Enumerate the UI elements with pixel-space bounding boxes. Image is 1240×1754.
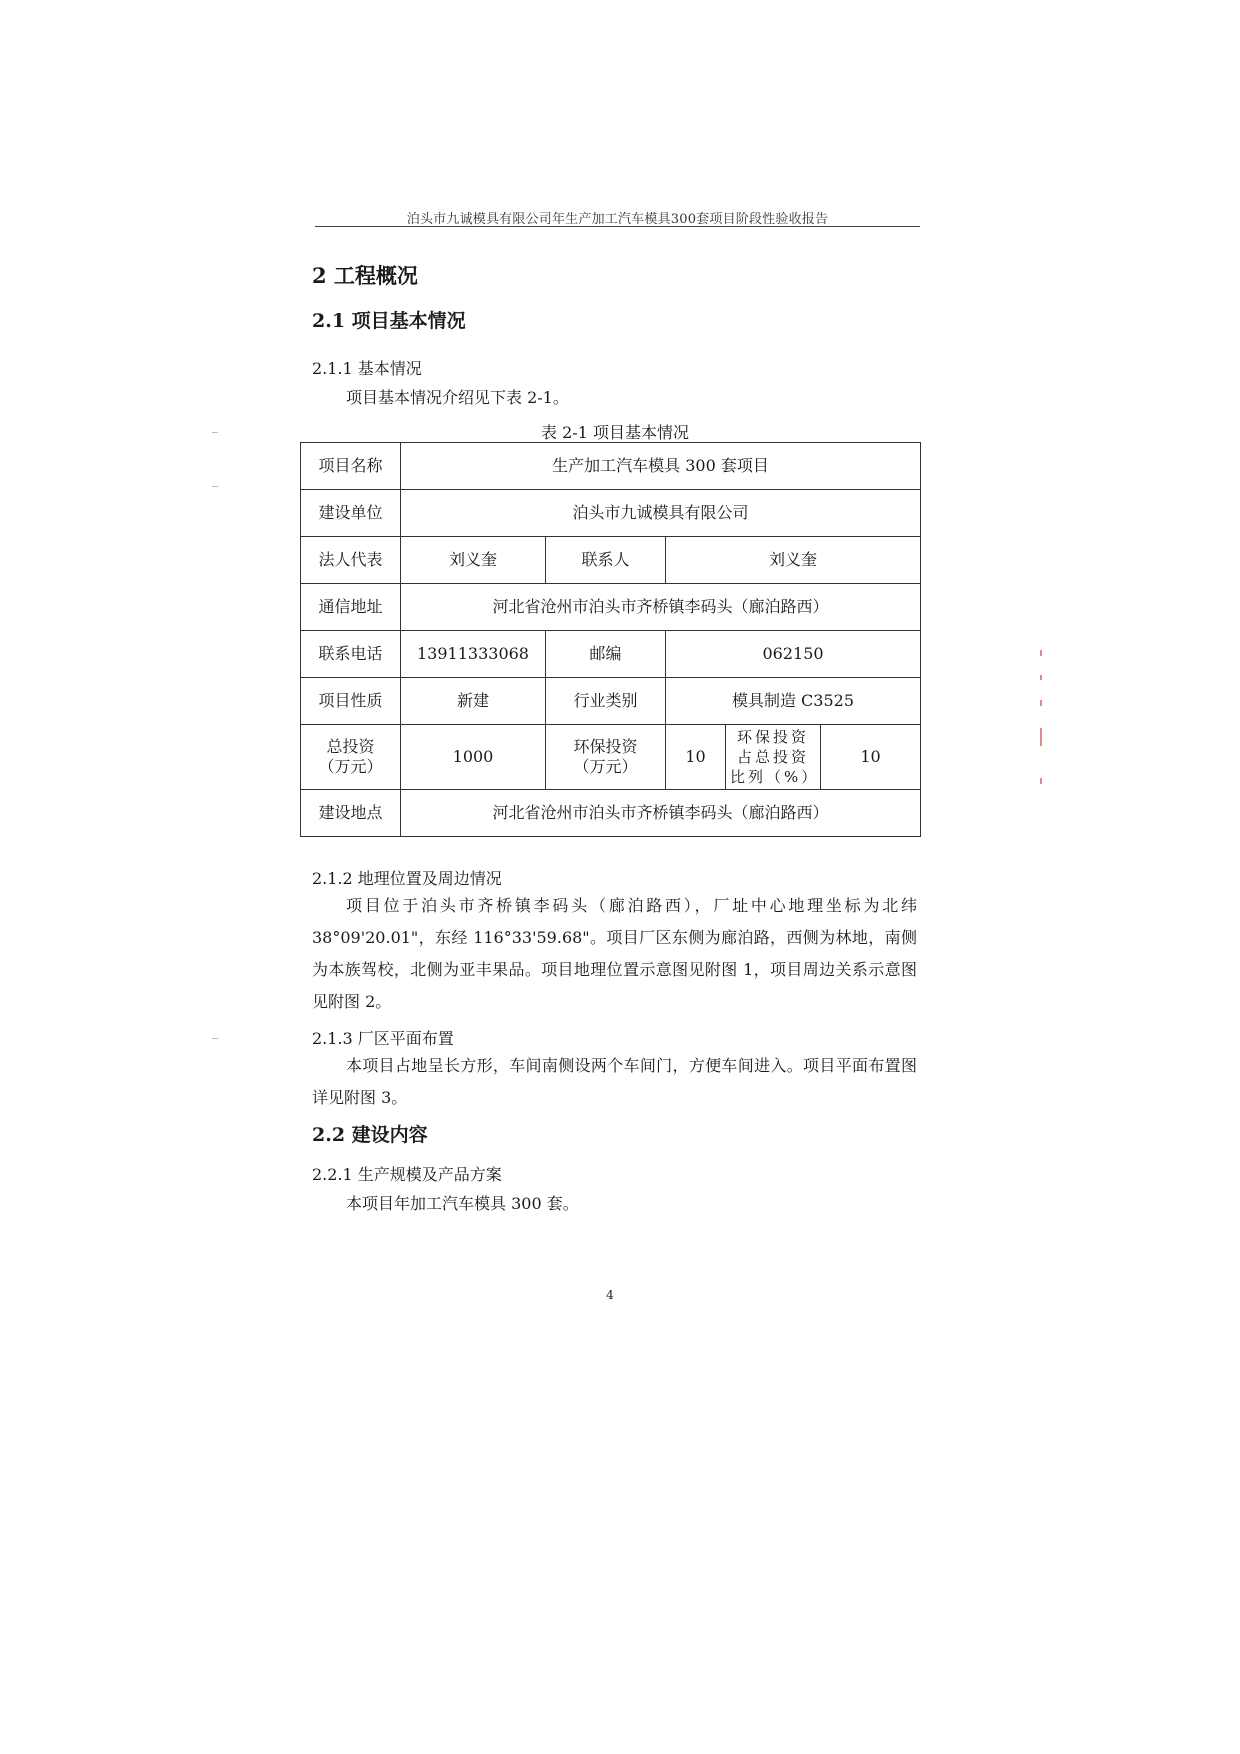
production-paragraph: 本项目年加工汽车模具 300 套。 xyxy=(346,1194,579,1213)
label-line: 占总投资 xyxy=(736,748,809,766)
table-row-site xyxy=(301,790,921,837)
cell-value: 10 xyxy=(821,725,921,790)
table-row-builder xyxy=(301,490,921,537)
section-2-1-2-heading: 2.1.2 地理位置及周边情况 xyxy=(312,869,502,888)
cell-label xyxy=(726,725,821,790)
label-line: 环保投资 xyxy=(573,737,638,756)
cell-value: 泊头市九诚模具有限公司 xyxy=(401,490,921,537)
table-caption: 表 2-1 项目基本情况 xyxy=(541,423,689,442)
scan-mark xyxy=(212,486,218,487)
section-2-2-heading: 2.2 建设内容 xyxy=(312,1124,428,1146)
section-2-1-3-heading: 2.1.3 厂区平面布置 xyxy=(312,1029,454,1048)
label-line: （万元） xyxy=(573,757,638,776)
layout-paragraph: 本项目占地呈长方形，车间南侧设两个车间门，方便车间进入。项目平面布置图详见附图 3。 xyxy=(312,1056,917,1107)
cell-value: 10 xyxy=(666,725,726,790)
scan-mark xyxy=(212,1038,218,1039)
cell-label: 项目名称 xyxy=(301,443,401,490)
scan-mark xyxy=(1040,728,1042,746)
table-row-nature xyxy=(301,678,921,725)
cell-value: 062150 xyxy=(666,631,921,678)
cell-value: 1000 xyxy=(401,725,546,790)
label-line: 比列（%） xyxy=(730,768,820,786)
cell-label: 建设单位 xyxy=(301,490,401,537)
location-paragraph: 项目位于泊头市齐桥镇李码头（廊泊路西），厂址中心地理坐标为北纬38°09'20.01"，东经 116°33'59.68"。项目厂区东侧为廊泊路，西侧为林地，南侧为本族驾校，北侧为亚丰果品。项目地理位置示意图见附图 1，项目周边关系示意图见附图 2。 xyxy=(312,896,917,1011)
scan-mark xyxy=(212,432,218,433)
scan-mark xyxy=(1040,778,1042,784)
table-row-project-name xyxy=(301,443,921,490)
cell-label xyxy=(546,725,666,790)
cell-value: 模具制造 C3525 xyxy=(666,678,921,725)
scan-mark xyxy=(1040,700,1042,706)
table-intro-text: 项目基本情况介绍见下表 2-1。 xyxy=(346,388,569,407)
section-2-1-1-heading: 2.1.1 基本情况 xyxy=(312,359,422,378)
cell-label: 建设地点 xyxy=(301,790,401,837)
table-row-address xyxy=(301,584,921,631)
cell-label: 联系电话 xyxy=(301,631,401,678)
section-2-heading: 2 工程概况 xyxy=(312,263,418,288)
cell-value: 刘义奎 xyxy=(666,537,921,584)
section-2-1-heading: 2.1 项目基本情况 xyxy=(312,310,466,332)
table-row-investment xyxy=(301,725,921,790)
section-2-2-1-heading: 2.2.1 生产规模及产品方案 xyxy=(312,1165,502,1184)
label-line: 环保投资 xyxy=(736,728,809,746)
page-number: 4 xyxy=(606,1288,614,1302)
label-line: （万元） xyxy=(318,757,383,776)
cell-label: 法人代表 xyxy=(301,537,401,584)
cell-value: 13911333068 xyxy=(401,631,546,678)
cell-label: 行业类别 xyxy=(546,678,666,725)
scan-mark xyxy=(1040,675,1042,680)
table-row-phone xyxy=(301,631,921,678)
running-header: 泊头市九诚模具有限公司年生产加工汽车模具300套项目阶段性验收报告 xyxy=(406,212,829,227)
project-info-table xyxy=(300,442,921,837)
scan-mark xyxy=(1040,650,1042,656)
cell-value: 生产加工汽车模具 300 套项目 xyxy=(401,443,921,490)
cell-label: 通信地址 xyxy=(301,584,401,631)
cell-value: 刘义奎 xyxy=(401,537,546,584)
cell-label: 邮编 xyxy=(546,631,666,678)
cell-label xyxy=(301,725,401,790)
cell-label: 联系人 xyxy=(546,537,666,584)
cell-value: 新建 xyxy=(401,678,546,725)
label-line: 总投资 xyxy=(326,737,375,756)
cell-value: 河北省沧州市泊头市齐桥镇李码头（廊泊路西） xyxy=(401,790,921,837)
cell-label: 项目性质 xyxy=(301,678,401,725)
table-row-legal-rep xyxy=(301,537,921,584)
header-rule xyxy=(315,226,920,227)
cell-value: 河北省沧州市泊头市齐桥镇李码头（廊泊路西） xyxy=(401,584,921,631)
